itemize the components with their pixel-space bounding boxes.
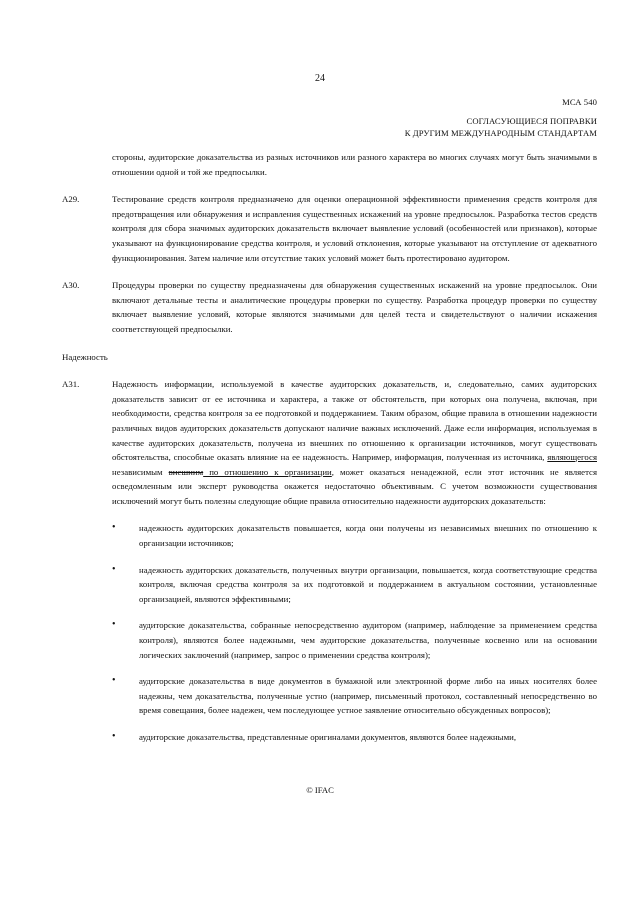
paragraph-text — [112, 377, 597, 508]
list-item: • аудиторские доказательства в виде документов в бумажной или электронной форме либо на иных носителях более надежны, чем доказательства, полученные устно (например, письменный протокол, составленный непосредственно во время совещания, более надежен, чем последующее устное заявление относительно обсужденных вопросов); — [112, 674, 597, 718]
bullet-icon: • — [112, 619, 116, 631]
text-segment: , может оказаться ненадежной, если этот источник не является осведомленным или эксперт руководства окажется недостаточно объективным. С учетом возможности существования исключений могут быть полезны следующие общие правила относительно надежности аудиторских доказательств: — [112, 466, 597, 506]
continuation-text: стороны, аудиторские доказательства из разных источников или разного характера во многих случаях могут быть значимыми в отношении одной и той же предпосылки. — [112, 152, 597, 177]
section-heading: Надежность — [62, 351, 108, 362]
header-title-line2: К ДРУГИМ МЕЖДУНАРОДНЫМ СТАНДАРТАМ — [404, 128, 597, 138]
bullet-list — [112, 521, 597, 744]
standard-code: МСА 540 — [562, 97, 597, 107]
list-item: • надежность аудиторских доказательств, полученных внутри организации, повышается, когда соответствующие средства контроля, включая средства контроля за их подготовкой и поддержанием в актуальном состоянии, установленные организацией, являются эффективными; — [112, 563, 597, 607]
text-segment: независимым — [112, 466, 169, 477]
paragraph-a29 — [62, 192, 597, 265]
paragraph-number: A29. — [62, 194, 80, 205]
paragraph-a30 — [62, 278, 597, 336]
header-title-line1: СОГЛАСУЮЩИЕСЯ ПОПРАВКИ — [466, 116, 597, 126]
list-item: • аудиторские доказательства, представленные оригиналами документов, являются более надежными, — [112, 730, 597, 745]
paragraph-a31 — [62, 377, 597, 508]
document-body — [62, 150, 597, 757]
inserted-text: по отношению к организации — [203, 466, 332, 477]
bullet-icon: • — [112, 563, 116, 575]
paragraph-number: A30. — [62, 280, 80, 291]
bullet-icon: • — [112, 731, 116, 742]
paragraph-text: Тестирование средств контроля предназначено для оценки операционной эффективности применения средств контроля для предотвращения или обнаружения и исправления существенных искажений на уровне предпосылок. Разработка тестов средств контроля для сбора значимых аудиторских доказательств включает выявление условий (особенностей или признаков), которые указывают на функционирование средства контроля, и условий отклонения, которые указывают на отступление от адекватного функционирования. Затем наличие или отсутствие таких условий может быть протестировано аудитором. — [112, 194, 597, 263]
copyright-footer: © IFAC — [306, 785, 334, 795]
paragraph-number: A31. — [62, 379, 80, 390]
bullet-icon: • — [112, 522, 116, 534]
inserted-text: являющегося — [547, 452, 597, 463]
paragraph-text: Процедуры проверки по существу предназначены для обнаружения существенных искажений на уровне предпосылок. Они включают детальные тесты и аналитические процедуры проверки по существу. Разработка процедур проверки по существу включает выявление условий, которые являются значимыми для целей теста и свидетельствуют о наличии искажения соответствующей предпосылки. — [112, 280, 597, 334]
text-segment: Надежность информации, используемой в качестве аудиторских доказательств, и, следовательно, самих аудиторских доказательств зависит от ее источника и характера, а также от обстоятельств, при которых она получена, включая, при необходимости, средства контроля за ее подготовкой и поддержанием. Таким образом, общие правила в отношении надежности различных видов аудиторских доказательств допускают наличие важных исключений. Даже если информация, используемая в качестве аудиторских доказательств, получена из внешних по отношению к организации источников, могут существовать обстоятельства, способные оказать влияние на ее надежность. Например, информация, полученная из источника, — [112, 379, 597, 463]
page-number: 24 — [315, 73, 325, 84]
bullet-icon: • — [112, 675, 116, 687]
list-item: • надежность аудиторских доказательств повышается, когда они получены из независимых внешних по отношению к организации источников; — [112, 521, 597, 550]
deleted-text: внешним — [168, 466, 204, 477]
list-item: • аудиторские доказательства, собранные непосредственно аудитором (например, наблюдение за применением средства контроля), являются более надежными, чем аудиторские доказательства, полученные косвенно или на основании логических заключений (например, запрос о применении средства контроля); — [112, 618, 597, 662]
